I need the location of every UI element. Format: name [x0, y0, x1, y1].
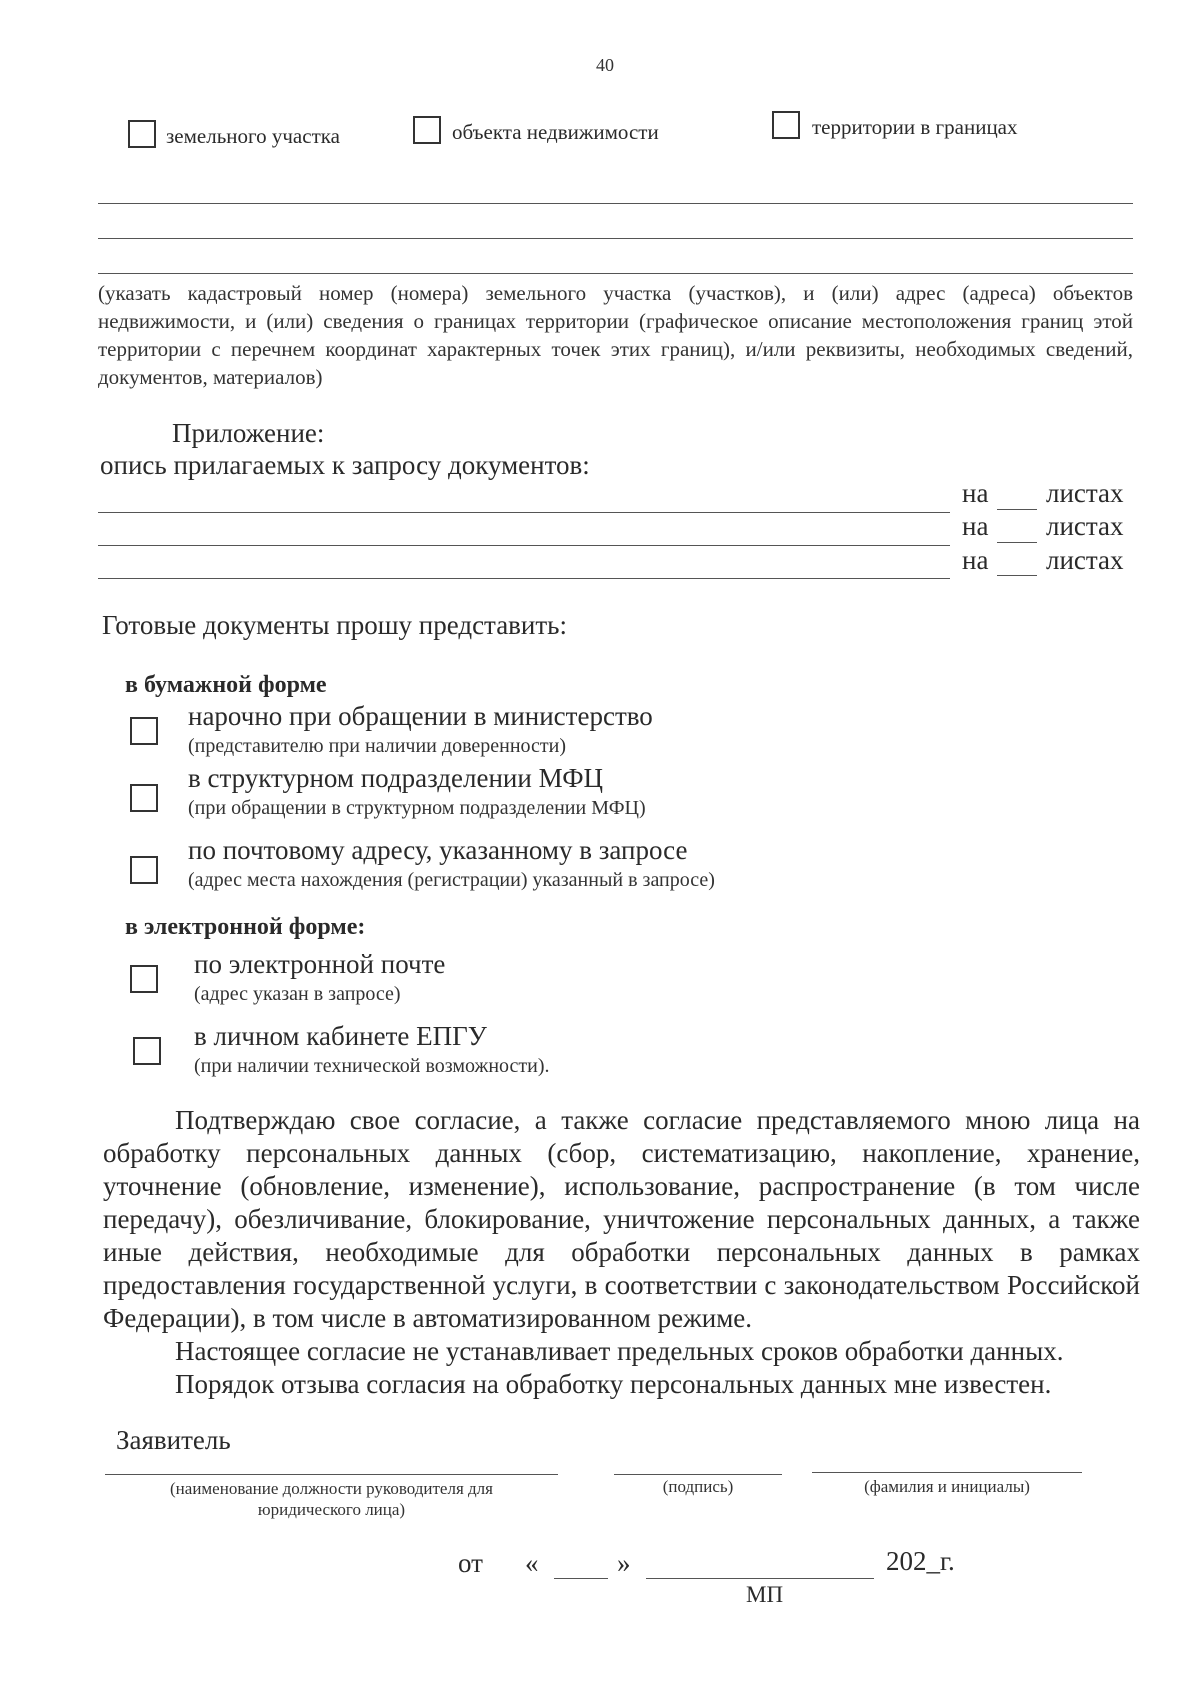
- attachment-sheets-2: листах: [1046, 511, 1124, 541]
- real-estate-label: объекта недвижимости: [452, 120, 659, 144]
- paper-option-ministry-label: нарочно при обращении в министерство: [188, 701, 653, 731]
- stamp-label: МП: [746, 1582, 784, 1607]
- territory-label: территории в границах: [812, 115, 1018, 139]
- electronic-option-epgu-checkbox[interactable]: [133, 1037, 161, 1065]
- applicant-label: Заявитель: [116, 1425, 231, 1455]
- position-caption-2: юридического лица): [257, 1500, 406, 1519]
- territory-checkbox[interactable]: [772, 111, 800, 139]
- name-input-line[interactable]: [812, 1472, 1082, 1473]
- attachment-title: Приложение:: [172, 418, 325, 448]
- consent-paragraph-2: Настоящее согласие не устанавливает предельных сроков обработки данных.: [175, 1336, 1064, 1366]
- paper-form-heading: в бумажной форме: [125, 672, 327, 698]
- attachment-sheets-input-2[interactable]: [997, 542, 1037, 543]
- signature-caption: (подпись): [662, 1477, 734, 1496]
- electronic-option-email-label: по электронной почте: [194, 949, 446, 979]
- date-day-input[interactable]: [554, 1578, 608, 1579]
- paper-option-mfc-checkbox[interactable]: [130, 784, 158, 812]
- paper-option-mfc-note: (при обращении в структурном подразделении МФЦ): [188, 797, 646, 819]
- attachment-na-3: на: [962, 545, 989, 575]
- signature-input-line[interactable]: [614, 1474, 782, 1475]
- attachment-sheets-input-1[interactable]: [997, 509, 1037, 510]
- date-month-input[interactable]: [646, 1578, 874, 1579]
- attachment-line-3[interactable]: [98, 578, 950, 579]
- object-caption: (указать кадастровый номер (номера) земельного участка (участков), и (или) адрес (адреса) объектов недвижимости, и (или) сведения о границах территории (графическое описание местоположения границ этой территории с перечнем координат характерных точек этих границ), и/или реквизиты, необходимых сведений, документов, материалов): [98, 281, 1133, 389]
- attachment-line-1[interactable]: [98, 512, 950, 513]
- land-plot-label: земельного участка: [166, 124, 340, 148]
- paper-option-ministry-checkbox[interactable]: [130, 717, 158, 745]
- attachment-sheets-3: листах: [1046, 545, 1124, 575]
- consent-block: [103, 1104, 1140, 1401]
- attachment-line-2[interactable]: [98, 545, 950, 546]
- object-input-line-3[interactable]: [98, 273, 1133, 274]
- attachment-na-2: на: [962, 511, 989, 541]
- object-input-line-1[interactable]: [98, 203, 1133, 204]
- name-caption: (фамилия и инициалы): [864, 1477, 1030, 1496]
- date-year: 202_г.: [886, 1546, 955, 1576]
- page-number: 40: [596, 55, 614, 75]
- position-caption-1: (наименование должности руководителя для: [170, 1479, 493, 1498]
- paper-option-ministry-note: (представителю при наличии доверенности): [188, 735, 567, 757]
- attachment-na-1: на: [962, 478, 989, 508]
- real-estate-checkbox[interactable]: [413, 116, 441, 144]
- object-input-line-2[interactable]: [98, 238, 1133, 239]
- electronic-form-heading: в электронной форме:: [125, 914, 366, 940]
- paper-option-mfc-label: в структурном подразделении МФЦ: [188, 763, 604, 793]
- paper-option-post-note: (адрес места нахождения (регистрации) указанный в запросе): [188, 869, 715, 891]
- electronic-option-epgu-label: в личном кабинете ЕПГУ: [194, 1021, 487, 1051]
- consent-paragraph-1: Подтверждаю свое согласие, а также согласие представляемого мною лица на обработку персональных данных (сбор, систематизацию, накопление, хранение, уточнение (обновление, изменение), использование, распространение (в том числе передачу), обезличивание, блокирование, уничтожение персональных данных, а также иные действия, необходимые для обработки персональных данных в рамках предоставления государственной услуги, в соответствии с законодательством Российской Федерации), в том числе в автоматизированном режиме.: [103, 1105, 1140, 1333]
- electronic-option-email-checkbox[interactable]: [130, 965, 158, 993]
- delivery-heading: Готовые документы прошу представить:: [102, 610, 567, 640]
- date-quote-close: »: [617, 1548, 631, 1578]
- paper-option-post-label: по почтовому адресу, указанному в запросе: [188, 835, 688, 865]
- date-quote-open: «: [525, 1548, 539, 1578]
- date-from-label: от: [458, 1548, 483, 1578]
- land-plot-checkbox[interactable]: [128, 120, 156, 148]
- attachment-subtitle: опись прилагаемых к запросу документов:: [100, 450, 590, 480]
- attachment-sheets-1: листах: [1046, 478, 1124, 508]
- attachment-sheets-input-3[interactable]: [997, 575, 1037, 576]
- position-input-line[interactable]: [105, 1474, 558, 1475]
- paper-option-post-checkbox[interactable]: [130, 856, 158, 884]
- consent-paragraph-3: Порядок отзыва согласия на обработку персональных данных мне известен.: [175, 1369, 1052, 1399]
- electronic-option-email-note: (адрес указан в запросе): [194, 983, 401, 1005]
- electronic-option-epgu-note: (при наличии технической возможности).: [194, 1055, 550, 1077]
